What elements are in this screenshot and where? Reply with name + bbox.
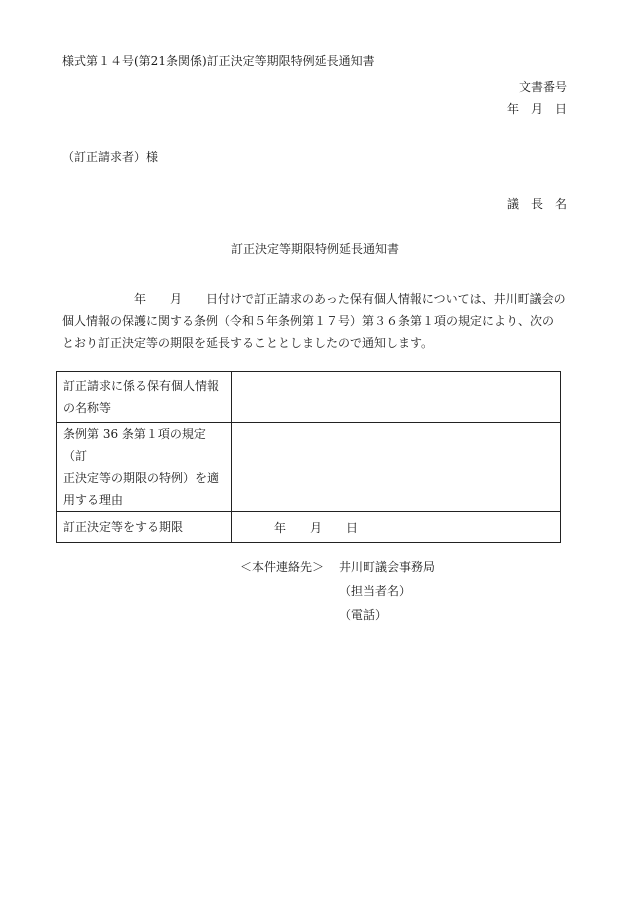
body-text xyxy=(62,288,570,354)
table-row xyxy=(57,512,561,543)
recipient-name: （訂正請求者）様 xyxy=(62,150,159,164)
contact-office: 井川町議会事務局 xyxy=(339,560,436,574)
info-name-label-line-2: の名称等 xyxy=(63,401,112,415)
body-line-3: とおり訂正決定等の期限を延長することとしましたので通知します。 xyxy=(62,336,434,350)
info-name-label xyxy=(57,372,232,423)
body-line-1: 年 月 日付けで訂正請求のあった保有個人情報については、井川町議会の xyxy=(62,292,566,306)
document-date: 年 月 日 xyxy=(506,102,567,116)
deadline-value xyxy=(232,512,561,543)
reason-value xyxy=(232,423,561,512)
form-number: 様式第１４号(第21条関係)訂正決定等期限特例延長通知書 xyxy=(62,54,375,68)
deadline-date: 年 月 日 xyxy=(274,520,359,535)
info-table xyxy=(56,371,561,543)
reason-label-line-3: 用する理由 xyxy=(63,493,124,507)
body-line-2: 個人情報の保護に関する条例（令和５年条例第１７号）第３６条第１項の規定により、次の xyxy=(62,314,555,328)
issuer-name: 議 長 名 xyxy=(506,197,567,211)
info-name-value xyxy=(232,372,561,423)
reason-label xyxy=(57,423,232,512)
contact-label: ＜本件連絡先＞ xyxy=(240,560,325,574)
info-name-label-line-1: 訂正請求に係る保有個人情報 xyxy=(63,379,220,393)
reason-label-line-1: 条例第 36 条第１項の規定（訂 xyxy=(63,427,206,463)
reason-label-line-2: 正決定等の期限の特例）を適 xyxy=(63,471,220,485)
table-row xyxy=(57,372,561,423)
table-row xyxy=(57,423,561,512)
document-number-label: 文書番号 xyxy=(518,80,567,94)
contact-person: （担当者名） xyxy=(339,584,412,598)
document-title: 訂正決定等期限特例延長通知書 xyxy=(230,242,399,256)
contact-phone: （電話） xyxy=(339,608,388,622)
deadline-label: 訂正決定等をする期限 xyxy=(57,512,232,543)
